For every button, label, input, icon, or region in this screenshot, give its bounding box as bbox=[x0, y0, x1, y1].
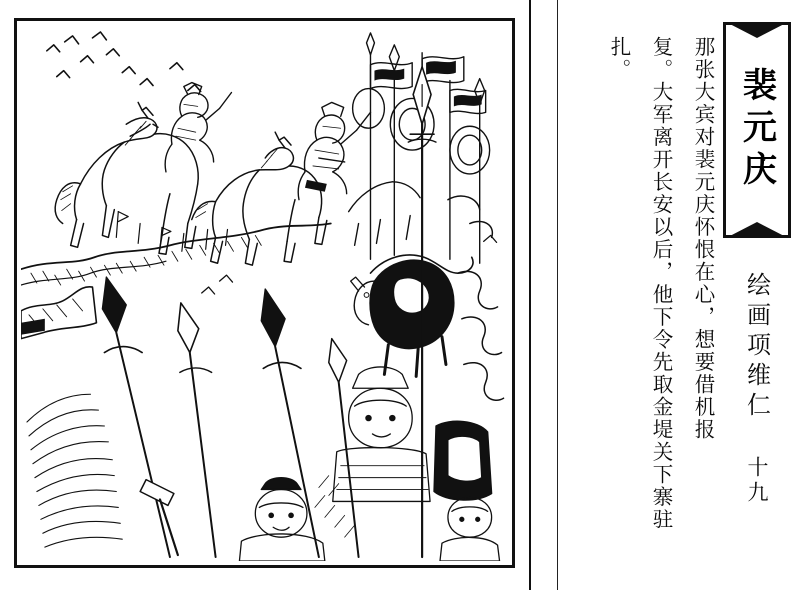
title-column bbox=[714, 0, 800, 590]
illustration-frame bbox=[14, 18, 515, 568]
page-number: 十九 bbox=[745, 456, 769, 506]
body-text-column-2: 复。大军离开长安以后，他下令先取金堤关下寨驻 bbox=[649, 36, 673, 531]
artist-credit: 绘画项维仁 bbox=[742, 272, 771, 422]
body-text-column-1: 那张大宾对裴元庆怀恨在心，想要借机报 bbox=[691, 36, 715, 441]
text-gutter bbox=[558, 0, 584, 590]
illustration-artwork bbox=[21, 25, 508, 561]
text-panel bbox=[558, 0, 800, 590]
body-text-column-3: 扎。 bbox=[607, 36, 631, 81]
gutter-1 bbox=[531, 0, 557, 590]
story-title: 裴元庆 bbox=[736, 67, 777, 193]
title-plate bbox=[723, 22, 791, 238]
illustration-drawing bbox=[21, 25, 508, 561]
